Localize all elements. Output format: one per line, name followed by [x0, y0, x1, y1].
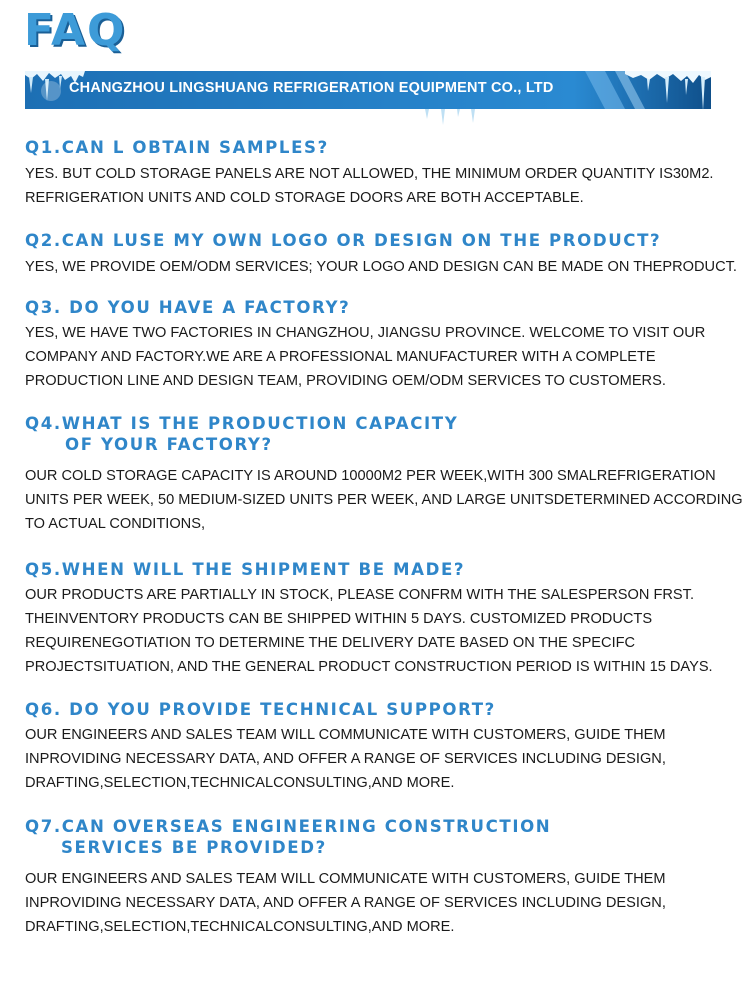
- faq-answer: YES. BUT COLD STORAGE PANELS ARE NOT ALLOWED, THE MINIMUM ORDER QUANTITY IS30M2. REFRIGERATION UNITS AND COLD STORAGE DOORS ARE BOTH ACCEPTABLE.: [25, 166, 714, 206]
- faq-item-1: [25, 137, 730, 210]
- faq-answer: YES, WE HAVE TWO FACTORIES IN CHANGZHOU, JIANGSU PROVINCE. WELCOME TO VISIT OUR COMPANY AND FACTORY.WE ARE A PROFESSIONAL MANUFACTURER WITH A COMPLETE PRODUCTION LINE AND DESIGN TEAM, PROVIDING OEM/ODM SERVICES TO CUSTOMERS.: [25, 325, 706, 389]
- faq-question: Q2.CAN LUSE MY OWN LOGO OR DESIGN ON THE PRODUCT?: [25, 231, 662, 250]
- faq-question: Q4.WHAT IS THE PRODUCTION CAPACITY OF YOUR FACTORY?: [25, 414, 459, 454]
- faq-answer: OUR PRODUCTS ARE PARTIALLY IN STOCK, PLEASE CONFRM WITH THE SALESPERSON FRST. THEINVENTORY PRODUCTS CAN BE SHIPPED WITHIN 5 DAYS. CUSTOMIZED PRODUCTS REQUIRENEGOTIATION TO DETERMINE THE DELIVERY DATE BASED ON THE SPECIFC PROJECTSITUATION, AND THE GENERAL PRODUCT CONSTRUCTION PERIOD IS WITHIN 15 DAYS.: [25, 587, 713, 675]
- faq-item-6: [25, 699, 730, 795]
- faq-heading: FAQ: [24, 5, 127, 56]
- faq-item-4: [25, 413, 743, 536]
- faq-answer: OUR COLD STORAGE CAPACITY IS AROUND 10000M2 PER WEEK,WITH 300 SMALREFRIGERATION UNITS PER WEEK, 50 MEDIUM-SIZED UNITS PER WEEK, AND LARGE UNITSDETERMINED ACCORDING TO ACTUAL CONDITIONS,: [25, 468, 743, 532]
- faq-answer: OUR ENGINEERS AND SALES TEAM WILL COMMUNICATE WITH CUSTOMERS, GUIDE THEM INPROVIDING NECESSARY DATA, AND OFFER A RANGE OF SERVICES INCLUDING DESIGN, DRAFTING,SELECTION,TECHNICALCONSULTING,AND MORE.: [25, 727, 666, 791]
- faq-item-7: [25, 816, 730, 939]
- company-banner: [25, 71, 711, 111]
- faq-item-5: [25, 559, 730, 679]
- faq-question: Q5.WHEN WILL THE SHIPMENT BE MADE?: [25, 560, 466, 579]
- faq-question: Q7.CAN OVERSEAS ENGINEERING CONSTRUCTION SERVICES BE PROVIDED?: [25, 817, 552, 857]
- faq-item-2: [25, 230, 737, 279]
- company-name: CHANGZHOU LINGSHUANG REFRIGERATION EQUIPMENT CO., LTD: [69, 80, 554, 96]
- faq-answer: OUR ENGINEERS AND SALES TEAM WILL COMMUNICATE WITH CUSTOMERS, GUIDE THEM INPROVIDING NECESSARY DATA, AND OFFER A RANGE OF SERVICES INCLUDING DESIGN, DRAFTING,SELECTION,TECHNICALCONSULTING,AND MORE.: [25, 871, 666, 935]
- faq-item-3: [25, 297, 730, 393]
- faq-question: Q6. DO YOU PROVIDE TECHNICAL SUPPORT?: [25, 700, 496, 719]
- faq-answer: YES, WE PROVIDE OEM/ODM SERVICES; YOUR LOGO AND DESIGN CAN BE MADE ON THEPRODUCT.: [25, 259, 737, 275]
- faq-question: Q1.CAN L OBTAIN SAMPLES?: [25, 138, 329, 157]
- faq-question: Q3. DO YOU HAVE A FACTORY?: [25, 298, 351, 317]
